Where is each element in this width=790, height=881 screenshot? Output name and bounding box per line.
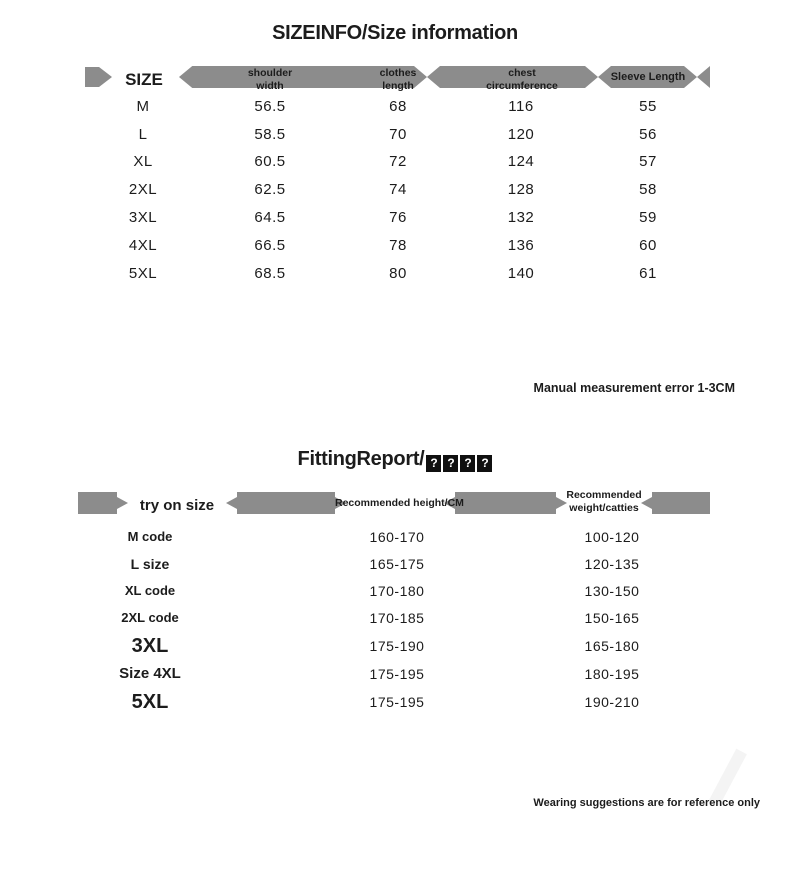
column-header-recommended-weight: Recommended weight/catties [566, 489, 642, 514]
fitting-table-row [0, 632, 790, 660]
fitting-table-row [0, 550, 790, 578]
missing-glyph-box: ? [460, 455, 475, 472]
size-cell: M [136, 98, 150, 115]
band-arrow-icon [85, 67, 112, 87]
length-cell: 68 [389, 98, 407, 115]
column-header-chest-circumference: chest circumference [486, 67, 558, 92]
try-on-size-cell: L size [130, 556, 170, 572]
sleeve-cell: 60 [639, 237, 657, 254]
try-on-size-cell: 2XL code [121, 610, 179, 625]
size-table-row [0, 176, 790, 204]
fitting-report-title [0, 448, 790, 472]
sleeve-cell: 61 [639, 265, 657, 282]
column-header-clothes-length: clothes length [379, 67, 417, 92]
size-cell: L [138, 126, 148, 143]
try-on-size-cell: 5XL [131, 691, 169, 713]
height-cell: 175-190 [369, 638, 425, 654]
size-cell: 3XL [128, 209, 158, 226]
column-header-sleeve-length: Sleeve Length [610, 71, 686, 83]
weight-cell: 100-120 [584, 529, 640, 545]
missing-glyph-box: ? [426, 455, 441, 472]
size-table-row [0, 204, 790, 232]
height-cell: 170-185 [369, 610, 425, 626]
shoulder-cell: 64.5 [254, 209, 286, 226]
column-header-size: SIZE [125, 70, 163, 89]
column-header-shoulder-width: shoulder width [247, 67, 293, 92]
sleeve-cell: 59 [639, 209, 657, 226]
shoulder-cell: 56.5 [254, 98, 286, 115]
height-cell: 165-175 [369, 556, 425, 572]
height-cell: 175-195 [369, 666, 425, 682]
height-cell: 170-180 [369, 583, 425, 599]
fitting-table-row [0, 523, 790, 551]
height-cell: 160-170 [369, 529, 425, 545]
length-cell: 78 [389, 237, 407, 254]
size-table-row [0, 121, 790, 149]
shoulder-cell: 68.5 [254, 265, 286, 282]
weight-cell: 120-135 [584, 556, 640, 572]
weight-cell: 165-180 [584, 638, 640, 654]
chest-cell: 116 [508, 98, 534, 115]
missing-glyph-box: ? [477, 455, 492, 472]
size-table-row [0, 260, 790, 288]
chest-cell: 124 [507, 153, 535, 170]
try-on-size-cell: XL code [124, 583, 176, 598]
weight-cell: 190-210 [584, 694, 640, 710]
size-info-title: SIZEINFO/Size information [272, 22, 518, 44]
size-table-row [0, 232, 790, 260]
try-on-size-cell: 3XL [131, 635, 169, 657]
shoulder-cell: 62.5 [254, 181, 286, 198]
sleeve-cell: 55 [639, 98, 657, 115]
fitting-table-row [0, 604, 790, 632]
length-cell: 72 [389, 153, 407, 170]
length-cell: 70 [389, 126, 407, 143]
column-header-recommended-height: Recommended height/CM [335, 497, 464, 509]
chest-cell: 140 [507, 265, 535, 282]
sleeve-cell: 58 [639, 181, 657, 198]
shoulder-cell: 66.5 [254, 237, 286, 254]
sleeve-cell: 56 [639, 126, 657, 143]
chest-cell: 136 [507, 237, 535, 254]
fitting-table-row [0, 577, 790, 605]
size-cell: 4XL [128, 237, 158, 254]
missing-glyph-box: ? [443, 455, 458, 472]
fitting-table-row [0, 688, 790, 716]
try-on-size-cell: Size 4XL [119, 665, 181, 682]
size-cell: 2XL [128, 181, 158, 198]
weight-cell: 150-165 [584, 610, 640, 626]
column-header-try-on-size: try on size [139, 497, 215, 514]
shoulder-cell: 58.5 [254, 126, 286, 143]
weight-cell: 180-195 [584, 666, 640, 682]
measurement-error-note: Manual measurement error 1-3CM [533, 381, 735, 395]
try-on-size-cell: M code [127, 529, 173, 544]
length-cell: 76 [389, 209, 407, 226]
length-cell: 74 [389, 181, 407, 198]
size-cell: XL [133, 153, 153, 170]
size-cell: 5XL [128, 265, 158, 282]
height-cell: 175-195 [369, 694, 425, 710]
weight-cell: 130-150 [584, 583, 640, 599]
sleeve-cell: 57 [639, 153, 657, 170]
chest-cell: 120 [507, 126, 535, 143]
fitting-table-row [0, 660, 790, 688]
size-table-row [0, 93, 790, 121]
chest-cell: 132 [507, 209, 535, 226]
fitting-report-title-text: FittingReport/ [297, 448, 425, 470]
reference-only-note: Wearing suggestions are for reference only [533, 797, 760, 809]
chest-cell: 128 [507, 181, 535, 198]
length-cell: 80 [389, 265, 407, 282]
shoulder-cell: 60.5 [254, 153, 286, 170]
size-table-row [0, 148, 790, 176]
